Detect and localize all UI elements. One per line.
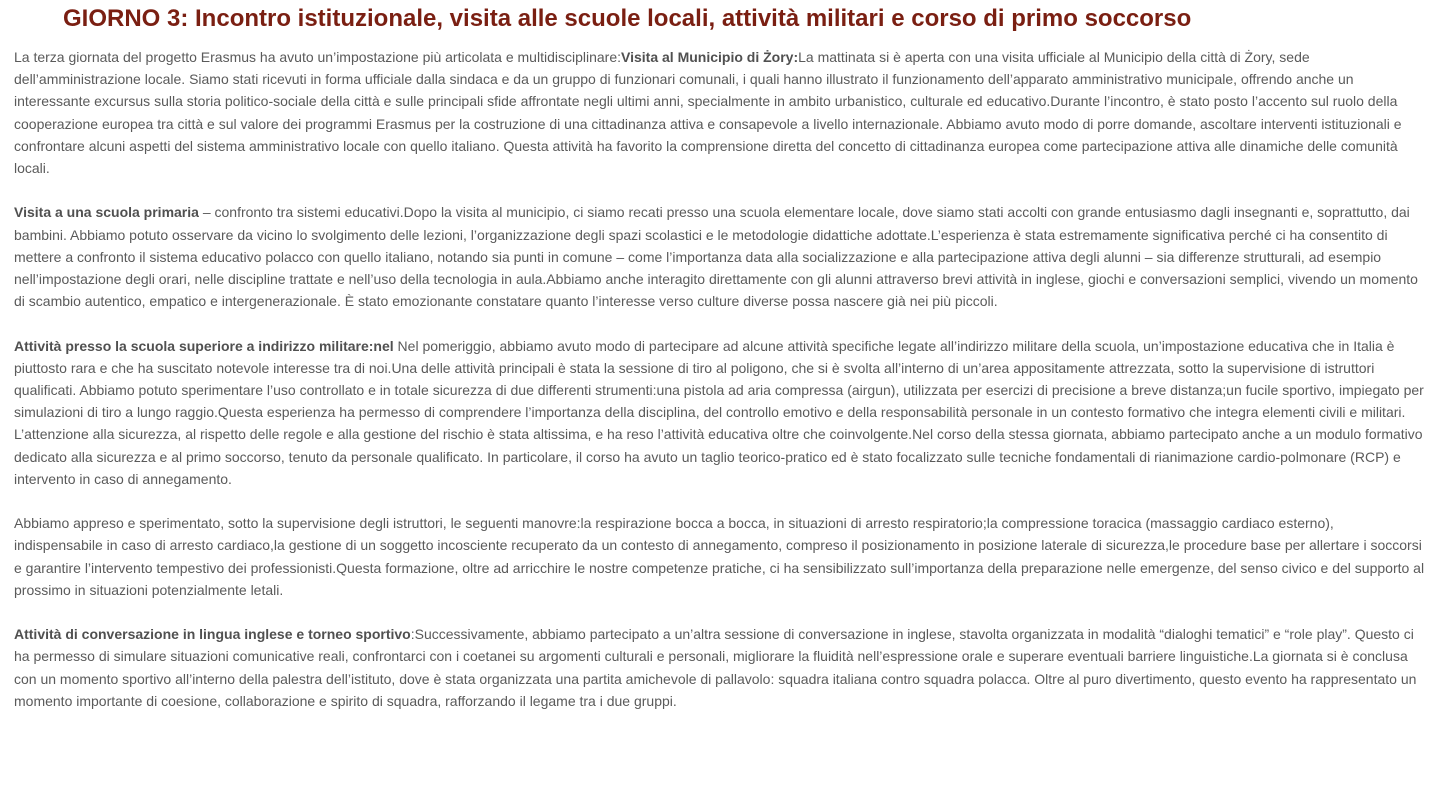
paragraph-primo-soccorso	[14, 512, 1426, 601]
paragraph-intro: La terza giornata del progetto Erasmus ha avuto un’impostazione più articolata e multidisciplinare:	[14, 49, 622, 65]
section-heading-municipio: Visita al Municipio di Żory:	[621, 49, 799, 65]
paragraph-municipio	[14, 46, 1426, 179]
paragraph-scuola-primaria	[14, 201, 1426, 312]
article-body	[14, 46, 1426, 712]
section-heading-conversazione: Attività di conversazione in lingua inglese e torneo sportivo	[14, 626, 411, 643]
section-heading-scuola-militare: Attività presso la scuola superiore a indirizzo militare:nel	[14, 337, 394, 354]
paragraph-text: Abbiamo appreso e sperimentato, sotto la supervisione degli istruttori, le seguenti manovre:la respirazione bocca a bocca, in situazioni di arresto respiratorio;la compressione toracica (massaggio cardiaco esterno), indispensabile in caso di arresto cardiaco,la gestione di un soggetto incosciente recuperato da un contesto di annegamento, compreso il posizionamento in posizione laterale di sicurezza,le procedure base per allertare i soccorsi e garantire l’intervento tempestivo dei professionisti.Questa formazione, oltre ad arricchire le nostre competenze pratiche, ci ha sensibilizzato sull’importanza della preparazione nelle emergenze, del senso civico e del supporto al prossimo in situazioni potenzialmente letali.	[14, 515, 1425, 598]
page-title: GIORNO 3: Incontro istituzionale, visita alle scuole locali, attività militari e corso di primo soccorso	[63, 5, 1192, 32]
paragraph-scuola-militare	[14, 335, 1426, 490]
section-heading-scuola-primaria: Visita a una scuola primaria	[14, 204, 199, 221]
paragraph-text: Nel pomeriggio, abbiamo avuto modo di partecipare ad alcune attività specifiche legate all’indirizzo militare della scuola, un’impostazione educativa che in Italia è piuttosto rara e che ha suscitato notevole interesse tra di noi.Una delle attività principali è stata la sessione di tiro al poligono, che si è svolta all’interno di un’area appositamente attrezzata, sotto la supervisione di istruttori qualificati. Abbiamo potuto sperimentare l’uso controllato e in totale sicurezza di due differenti strumenti:una pistola ad aria compressa (airgun), utilizzata per esercizi di precisione a breve distanza;un fucile sportivo, impiegato per simulazioni di tiro a lungo raggio.Questa esperienza ha permesso di comprendere l’importanza della disciplina, del controllo emotivo e della responsabilità personale in un contesto formativo che integra elementi civili e militari. L’attenzione alla sicurezza, al rispetto delle regole e alla gestione del rischio è stata altissima, e ha reso l’attività educativa oltre che coinvolgente.Nel corso della stessa giornata, abbiamo partecipato anche a un modulo formativo dedicato alla sicurezza e al primo soccorso, tenuto da personale qualificato. In particolare, il corso ha avuto un taglio teorico-pratico ed è stato focalizzato sulle tecniche fondamentali di rianimazione cardio-polmonare (RCP) e intervento in caso di annegamento.	[14, 337, 1424, 487]
paragraph-text: La mattinata si è aperta con una visita ufficiale al Municipio della città di Żory, sede dell’amministrazione locale. Siamo stati ricevuti in forma ufficiale dalla sindaca e da un gruppo di funzionari comunali, i quali hanno illustrato il funzionamento dell’apparato amministrativo municipale, offrendo anche un interessante excursus sulla storia politico-sociale della città e sulle principali sfide affrontate negli ultimi anni, specialmente in ambito urbanistico, culturale ed educativo.Durante l’incontro, è stato posto l’accento sul ruolo della cooperazione europea tra città e sul valore dei programmi Erasmus per la costruzione di una cittadinanza attiva e consapevole a livello internazionale. Abbiamo avuto modo di porre domande, ascoltare interventi istituzionali e confrontare alcuni aspetti del sistema amministrativo locale con quello italiano. Questa attività ha favorito la comprensione diretta del concetto di cittadinanza europea come partecipazione attiva alle dinamiche delle comunità locali.	[14, 49, 1402, 177]
paragraph-text: :Successivamente, abbiamo partecipato a un’altra sessione di conversazione in inglese, stavolta organizzata in modalità “dialoghi tematici” e “role play”. Questo ci ha permesso di simulare situazioni comunicative reali, confrontarci con i coetanei su argomenti culturali e personali, migliorare la fluidità nell’espressione orale e superare eventuali barriere linguistiche.La giornata si è conclusa con un momento sportivo all’interno della palestra dell’istituto, dove è stata organizzata una partita amichevole di pallavolo: squadra italiana contro squadra polacca. Oltre al puro divertimento, questo evento ha rappresentato un momento importante di coesione, collaborazione e spirito di squadra, rafforzando il legame tra i due gruppi.	[14, 626, 1417, 709]
paragraph-conversazione-torneo	[14, 623, 1426, 712]
paragraph-text: – confronto tra sistemi educativi.Dopo la visita al municipio, ci siamo recati presso una scuola elementare locale, dove siamo stati accolti con grande entusiasmo dagli insegnanti e, soprattutto, dai bambini. Abbiamo potuto osservare da vicino lo svolgimento delle lezioni, l’organizzazione degli spazi scolastici e le metodologie didattiche adottate.L’esperienza è stata estremamente significativa perché ci ha consentito di mettere a confronto il sistema educativo polacco con quello italiano, notando sia punti in comune – come l’importanza data alla socializzazione e alla partecipazione attiva degli alunni – sia differenze strutturali, ad esempio nell’impostazione degli orari, nelle discipline trattate e nell’uso della tecnologia in aula.Abbiamo anche interagito direttamente con gli alunni attraverso brevi attività in inglese, giochi e conversazioni semplici, vivendo un momento di scambio autentico, empatico e intergenerazionale. È stato emozionante constatare quanto l’interesse verso culture diverse possa nascere già nei più piccoli.	[14, 204, 1418, 310]
